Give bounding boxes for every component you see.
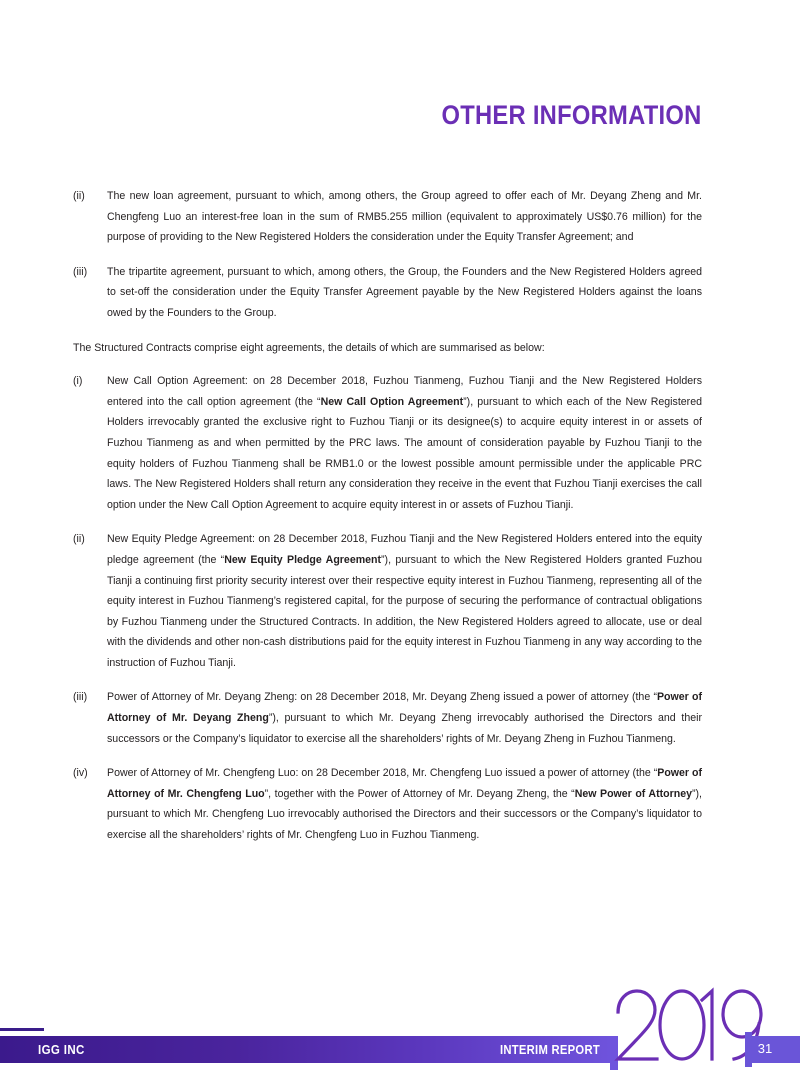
- defined-term: New Equity Pledge Agreement: [224, 553, 382, 566]
- list-marker: (iii): [73, 691, 88, 704]
- text-run: ”), pursuant to which each of the New Registered Holders irrevocably granted the exclusive right to Fuzhou Tianji or its designee(s) to acquire equity interest in or assets of Fuzhou Tianmeng as and when permitted by the PRC laws. The amount of consideration payable by Fuzhou Tianji to the equity holders of Fuzhou Tianmeng shall be RMB1.0 or the lowest possible amount permissible under the applicable PRC laws. The New Registered Holders shall return any consideration they receive in the event that Fuzhou Tianji exercises the call option under the New Call Option Agreement to acquire equity interest in or assets of Fuzhou Tianji.: [107, 395, 702, 511]
- text-run: ”), pursuant to which the New Registered Holders granted Fuzhou Tianji a continuing first priority security interest over their respective equity interest in Fuzhou Tianmeng, representing all of the equity interest in Fuzhou Tianmeng’s registered capital, for the purpose of securing the performance of contractual obligations by Fuzhou Tianmeng under the Structured Contracts. In addition, the New Registered Holders agreed to allocate, use or deal with the dividends and other non-cash distributions paid for the equity interest in Fuzhou Tianmeng in any way according to the instruction of Fuzhou Tianji.: [107, 553, 702, 669]
- page-title: OTHER INFORMATION: [441, 100, 702, 130]
- text-run: ”, together with the Power of Attorney of Mr. Deyang Zheng, the “: [264, 787, 575, 800]
- list-item: [73, 371, 702, 515]
- text-run: ”), pursuant to which Mr. Deyang Zheng irrevocably authorised the Directors and their successors or the Company’s liquidator to exercise all the shareholders’ rights of Mr. Deyang Zheng in Fuzhou Tianmeng.: [107, 712, 702, 745]
- list-marker: (ii): [73, 190, 85, 202]
- defined-term: Power of Attorney of Mr. Deyang Zheng: [107, 691, 703, 725]
- footer-report-label: INTERIM REPORT: [499, 1043, 600, 1057]
- intro-paragraph: The Structured Contracts comprise eight agreements, the details of which are summarised as below:: [73, 341, 545, 354]
- list-item: [73, 763, 702, 845]
- list-item-text: [107, 687, 702, 749]
- list-item-text: The tripartite agreement, pursuant to which, among others, the Group, the Founders and the New Registered Holders agreed to set-off the consideration under the Equity Transfer Agreement payable by the New Registered Holders against the loans owed by the Founders to the Group.: [107, 265, 702, 319]
- text-run: New Equity Pledge Agreement: on 28 December 2018, Fuzhou Tianji and the New Registered Holders entered into the equity pledge agreement (the “: [107, 533, 702, 566]
- defined-term: New Call Option Agreement: [320, 395, 464, 408]
- list-marker: (iii): [73, 265, 88, 278]
- footer-page-number: 31: [757, 1041, 773, 1056]
- list-item: [73, 186, 702, 248]
- list-item-text: [107, 763, 702, 845]
- text-run: Power of Attorney of Mr. Chengfeng Luo: on 28 December 2018, Mr. Chengfeng Luo issued a power of attorney (the “: [107, 767, 658, 780]
- list-item-text: [107, 529, 702, 673]
- defined-term: Power of Attorney of Mr. Chengfeng Luo: [107, 767, 702, 800]
- list-marker: (i): [73, 375, 83, 388]
- list-item: [73, 529, 702, 673]
- defined-term: New Power of Attorney: [574, 787, 692, 800]
- list-item: [73, 262, 702, 324]
- footer-company-name: IGG INC: [38, 1043, 85, 1057]
- text-run: Power of Attorney of Mr. Deyang Zheng: on 28 December 2018, Mr. Deyang Zheng issued a power of attorney (the “: [107, 691, 657, 704]
- text-run: ”), pursuant to which Mr. Chengfeng Luo irrevocably authorised the Directors and their successors or the Company’s liquidator to exercise all the shareholders’ rights of Mr. Chengfeng Luo in Fuzhou Tianmeng.: [107, 787, 702, 842]
- footer-year-graphic: [612, 986, 767, 1078]
- list-item-text: The new loan agreement, pursuant to which, among others, the Group agreed to offer each of Mr. Deyang Zheng and Mr. Chengfeng Luo an interest-free loan in the sum of RMB5.255 million (equivalent to approximately US$0.76 million) for the purpose of providing to the New Registered Holders the consideration under the Equity Transfer Agreement; and: [107, 190, 702, 244]
- document-body: [73, 186, 702, 860]
- list-item-text: [107, 371, 702, 515]
- footer-accent-line: [0, 1028, 44, 1031]
- list-item: [73, 687, 702, 749]
- text-run: New Call Option Agreement: on 28 December 2018, Fuzhou Tianmeng, Fuzhou Tianji and the New Registered Holders entered into the call option agreement (the “: [107, 375, 702, 408]
- page-header: [73, 100, 702, 140]
- page-footer: [0, 985, 800, 1085]
- list-marker: (iv): [73, 767, 88, 780]
- list-marker: (ii): [73, 533, 85, 546]
